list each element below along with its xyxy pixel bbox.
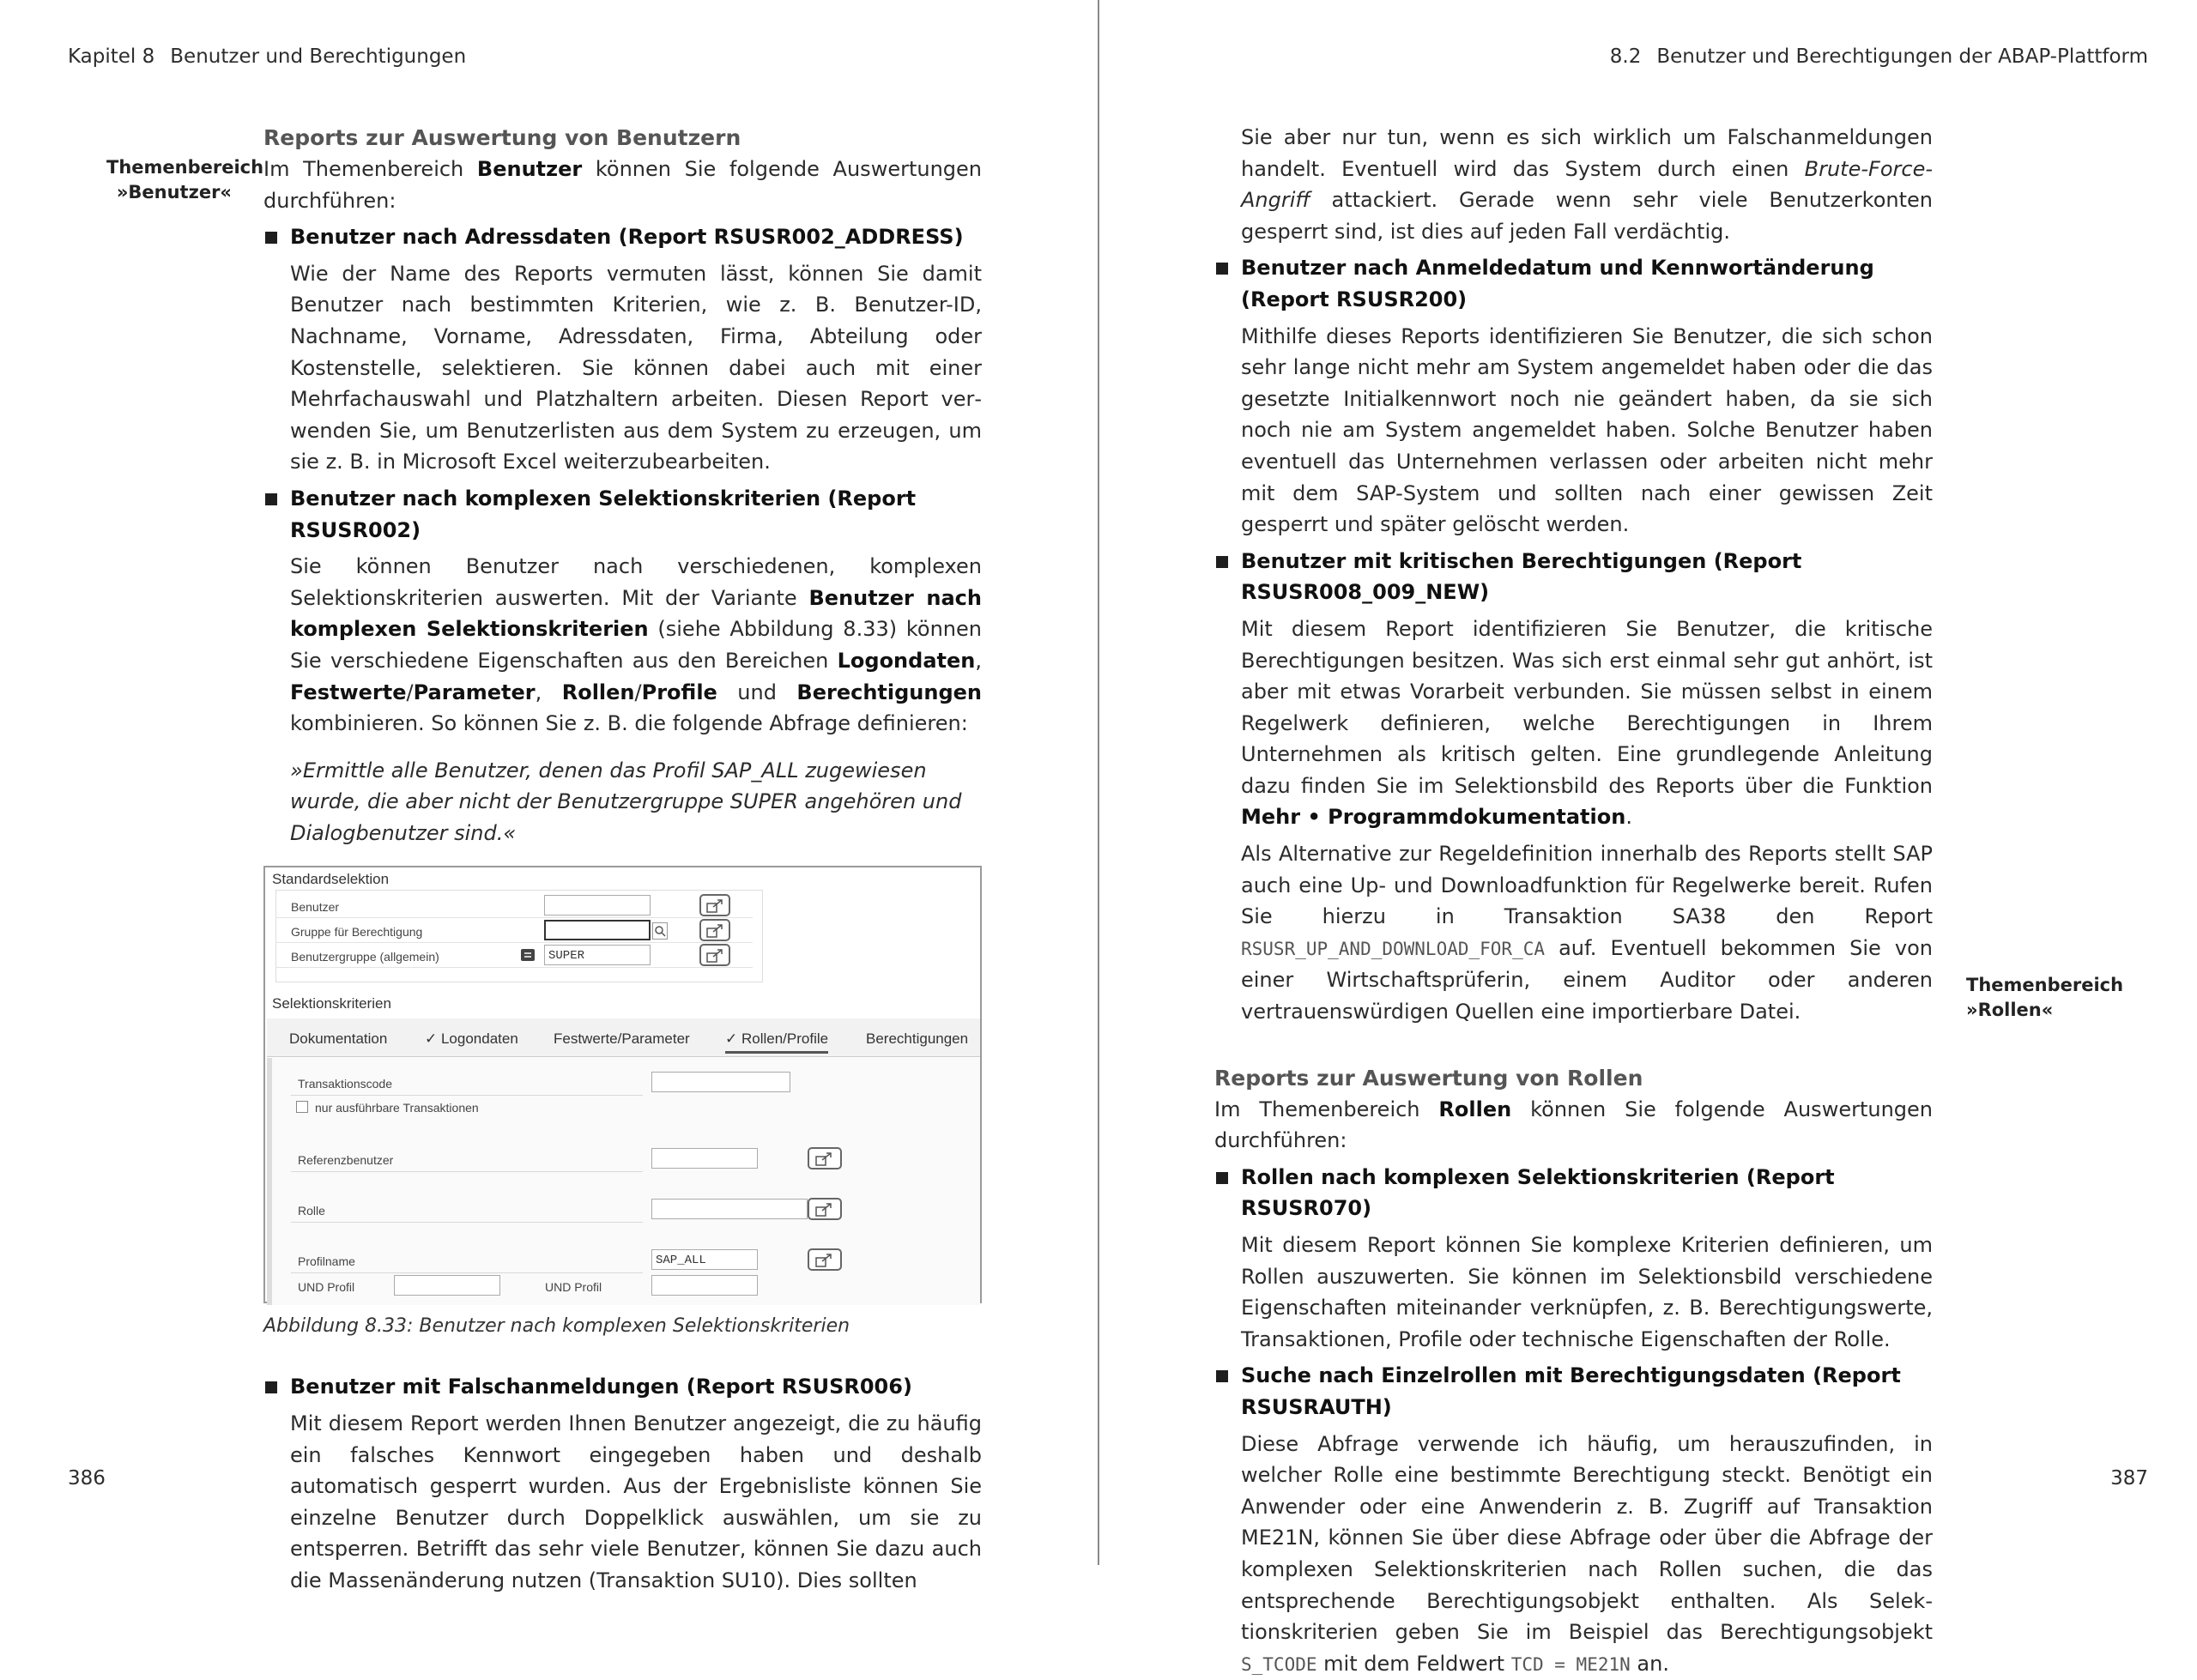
section-title: Benutzer und Berechtigungen der ABAP-Plattform <box>1656 45 2148 68</box>
value-help-icon[interactable] <box>652 922 668 940</box>
text-run: . <box>1625 805 1632 830</box>
multiple-selection-icon[interactable] <box>808 1147 842 1169</box>
bullet-square <box>265 232 277 244</box>
section-selektionskriterien: Selektionskriterien <box>272 995 391 1012</box>
text-run: Diese Abfrage verwende ich häufig, um herauszufinden, in welcher Rolle eine bestimmte Berechtigung steckt. Benötigt ein Anwender oder eine Anwenderin z. B. Zugriff auf Transaktion ME21N, können Sie über diese Abfrage oder über die Abfrage der komplexen Selektionskriterien nach Rollen suchen, die das entsprechende Berechtigungsobjekt enthalten. Als Selektionskriterien geben Sie im Beispiel das Berechtigungsobjekt <box>1241 1431 1933 1645</box>
tab-berechtigungen[interactable]: Berechtigungen <box>866 1030 969 1048</box>
left-page <box>0 0 1098 1593</box>
text-run: / <box>406 680 414 704</box>
multiple-selection-icon[interactable] <box>808 1248 842 1271</box>
margin-note-benutzer <box>106 155 264 205</box>
bullet-item <box>1214 252 1933 315</box>
code-run: S_TCODE <box>1241 1653 1317 1675</box>
code-run: RSUSR_UP_AND_DOWNLOAD_FOR_CA <box>1241 938 1546 959</box>
bullet-title: Benutzer mit kritischen Berechtigungen (Report RSUSR008_009_NEW) <box>1241 548 1802 605</box>
bullet-text: Mit diesem Report werden Ihnen Benutzer angezeigt, die zu häufig ein falsches Kennwort eingegeben haben und deshalb automatisch gesperrt wurden. Aus der Ergebnisliste können Sie einzelne Benutzer durch Doppelklick auswählen, um sie zu entsperren. Betrifft das sehr viele Benutzer, können Sie dazu auch die Massenänderung nutzen (Transaktion SU10). Dies sollten <box>290 1411 982 1593</box>
label-transaktionscode: Transaktionscode <box>298 1077 392 1091</box>
tab-rollen-profile[interactable]: ✓ Rollen/Profile <box>725 1030 828 1054</box>
tab-content-rollen-profile <box>267 1058 980 1305</box>
left-column <box>263 122 982 1597</box>
bold-run: Festwerte <box>290 680 407 704</box>
bullet-text <box>1214 1429 1933 1680</box>
row-benutzer <box>275 893 753 918</box>
row-divider <box>291 1095 643 1096</box>
chapter-number: Kapitel 8 <box>68 45 155 68</box>
section-number: 8.2 <box>1609 45 1642 68</box>
label-benutzer: Benutzer <box>291 900 340 915</box>
bold-run: Benutzer nach komplexen Selektionskriterien <box>290 585 982 642</box>
section-title-benutzer: Reports zur Auswertung von Benutzern <box>263 125 741 150</box>
bullet-text: Wie der Name des Reports vermuten lässt, können Sie damit Benutzer nach bestimmten Kriterien, wie z. B. Benutzer-ID, Nachname, Vorname, Adressdaten, Firma, Abteilung oder Kostenstelle, selektieren. Sie können dabei auch mit einer Mehrfachauswahl und Platzhaltern arbeiten. Diesen Report verwenden Sie, um Benutzerlisten aus dem System zu erzeugen, um sie z. B. in Microsoft Excel weiterzubearbeiten. <box>290 261 982 474</box>
section-standardselektion: Standardselektion <box>272 871 390 888</box>
text-run: mit dem Feldwert <box>1316 1651 1511 1676</box>
example-quote: »Ermittle alle Benutzer, denen das Profil SAP_ALL zugewiesen wurde, die aber nicht der Benutzergruppe SUPER angehören und Dialogbenutzer sind.« <box>290 758 962 845</box>
bullet-title: Benutzer nach Anmeldedatum und Kennwortänderung (Report RSUSR200) <box>1241 256 1874 311</box>
bullet-text: Mit diesem Report können Sie komplexe Kriterien definieren, um Rollen auszuwerten. Sie können im Selektionsbild verschiedene Eigenschaften miteinander verknüpfen, z. B. Berechtigungswerte, Transaktionen, Profile oder technische Eigenschaften der Rolle. <box>1241 1233 1933 1351</box>
bullet-text <box>263 551 982 740</box>
bold-run: Berechtigungen <box>796 680 982 704</box>
tab-logondaten[interactable]: ✓ Logondaten <box>425 1030 518 1048</box>
bullet-item <box>263 483 982 546</box>
label-und-profil: UND Profil <box>298 1280 355 1295</box>
input-und-profil-1[interactable] <box>394 1275 500 1296</box>
text-run: auf. Eventuell bekommen Sie von einer Wirtschaftsprüferin, einem Auditor oder anderen vertrauenswürdigen Quellen eine importierbare Datei. <box>1241 935 1933 1024</box>
continued-paragraph <box>1214 122 1933 247</box>
input-benutzergruppe[interactable]: SUPER <box>544 945 651 965</box>
label-und-profil: UND Profil <box>545 1280 602 1295</box>
row-divider <box>291 1171 643 1172</box>
multiple-selection-icon[interactable] <box>808 1198 842 1220</box>
row-benutzergruppe <box>275 943 753 968</box>
bold-run: Logondaten <box>837 648 976 673</box>
text-run: an. <box>1630 1651 1669 1676</box>
code-run: TCD = ME21N <box>1510 1653 1631 1675</box>
text-run: kombinieren. So können Sie z. B. die folgende Abfrage definieren: <box>290 711 968 736</box>
text-run: Sie können Benutzer nach verschiedenen, komplexen Selektionskriterien auswerten. Mit der Variante <box>290 554 982 610</box>
bullet-text <box>1214 613 1933 833</box>
text-run: (siehe Abbildung 8.33) können Sie verschiedene Eigenschaften aus den Bereichen <box>290 617 982 673</box>
row-gruppe <box>275 918 753 943</box>
bullet-item <box>263 1371 982 1403</box>
running-header-left <box>68 45 466 68</box>
right-page <box>1099 0 2197 1676</box>
bullet-item <box>263 221 982 253</box>
bullet-text <box>1214 838 1933 1028</box>
tab-festwerte-parameter[interactable]: Festwerte/Parameter <box>554 1030 690 1048</box>
running-header-right <box>1610 45 2148 68</box>
bullet-title: Benutzer mit Falschanmeldungen (Report RSUSR006) <box>290 1375 912 1399</box>
margin-note-line: »Benutzer« <box>116 182 232 202</box>
intro-bold: Benutzer <box>476 157 583 181</box>
input-benutzer[interactable] <box>544 895 651 916</box>
text-run: Sie aber nur tun, wenn es sich wirklich um Falschanmeldungen handelt. Eventuell wird das System durch einen <box>1241 125 1933 181</box>
figure-caption: Abbildung 8.33: Benutzer nach komplexen Selektionskriterien <box>263 1315 850 1338</box>
intro-text: können Sie folgende Auswertungen durchführen: <box>1214 1097 1933 1153</box>
bullet-text: Mithilfe dieses Reports identifizieren Sie Benutzer, die sich schon sehr lange nicht mehr am System angemeldet haben oder die das gesetzte Initialkennwort noch nie geändert haben, da sie sich noch nie am System angemeldet haben. Solche Benutzer haben eventuell das Unternehmen verlassen oder arbeiten nicht mehr mit dem SAP-System und sollten nach einer gewissen Zeit gesperrt und später gelöscht werden. <box>1241 323 1933 537</box>
bullet-square <box>265 1381 277 1393</box>
label-gruppe: Gruppe für Berechtigung <box>291 925 423 940</box>
intro-paragraph <box>1214 1094 1933 1157</box>
text-run: Als Alternative zur Regeldefinition innerhalb des Reports stellt SAP auch eine Up- und Downloadfunktion für Regelwerke bereit. Rufen Sie hierzu in Transaktion SA38 den Report <box>1241 842 1933 929</box>
tab-strip <box>267 1018 980 1057</box>
label-benutzergruppe: Benutzergruppe (allgemein) <box>291 950 439 964</box>
figure-screenshot-sap-selection <box>263 866 982 1303</box>
input-profilname[interactable]: SAP_ALL <box>651 1249 758 1270</box>
bullet-item <box>1214 1360 1933 1423</box>
margin-note-rollen <box>1966 973 2123 1023</box>
row-divider <box>291 1272 643 1273</box>
label-referenzbenutzer: Referenzbenutzer <box>298 1153 394 1168</box>
chapter-title: Benutzer und Berechtigungen <box>170 45 467 68</box>
margin-note-line: Themenbereich <box>1966 975 2124 995</box>
bullet-square <box>1216 1370 1228 1382</box>
bold-run: Rollen <box>561 680 635 704</box>
bold-run: Mehr • Programmdokumentation <box>1241 805 1626 830</box>
page-number-left: 386 <box>68 1467 106 1490</box>
equals-option-icon[interactable] <box>521 949 535 961</box>
input-rolle[interactable] <box>651 1199 808 1219</box>
right-column <box>1214 122 1933 1680</box>
text-run: , <box>535 680 562 704</box>
margin-note-line: Themenbereich <box>106 157 264 178</box>
multiple-selection-icon[interactable] <box>699 944 730 966</box>
bullet-item <box>1214 546 1933 608</box>
intro-text: Im Themenbereich <box>1214 1097 1439 1121</box>
bullet-square <box>265 493 277 505</box>
bullet-title: Benutzer nach Adressdaten (Report RSUSR002_ADDRESS) <box>290 225 964 250</box>
bullet-title: Benutzer nach komplexen Selektionskriterien (Report RSUSR002) <box>290 486 917 542</box>
bullet-square <box>1216 1172 1228 1184</box>
tab-dokumentation[interactable]: Dokumentation <box>289 1030 388 1048</box>
bold-run: Profile <box>641 680 717 704</box>
section-title-rollen: Reports zur Auswertung von Rollen <box>1214 1065 1643 1091</box>
bullet-title: Suche nach Einzelrollen mit Berechtigungsdaten (Report RSUSRAUTH) <box>1241 1363 1901 1419</box>
label-rolle: Rolle <box>298 1204 325 1218</box>
input-gruppe[interactable] <box>544 920 651 940</box>
label-nur-ausfuehrbare: nur ausführbare Transaktionen <box>315 1101 479 1115</box>
text-run: Mit diesem Report identifizieren Sie Benutzer, die kritische Berechtigungen besitzen. Was sich erst einmal sehr gut anhört, ist aber mit etwas Vorarbeit verbunden. Sie müssen selbst in einem Regelwerk definieren, welche Berechtigungen in Ihrem Unternehmen als kritisch gelten. Eine grundlegende Anleitung dazu finden Sie im Selektionsbild des Reports über die Funktion <box>1241 616 1933 798</box>
input-referenzbenutzer[interactable] <box>651 1148 758 1169</box>
italic-run: Brute-Force-Angriff <box>1241 156 1933 213</box>
bullet-square <box>1216 556 1228 568</box>
bold-run: Parameter <box>413 680 536 704</box>
intro-bold: Rollen <box>1438 1097 1512 1121</box>
row-divider <box>291 1222 643 1223</box>
intro-paragraph <box>263 154 982 216</box>
input-und-profil-2[interactable] <box>651 1275 758 1296</box>
label-profilname: Profilname <box>298 1254 355 1269</box>
input-transaktionscode[interactable] <box>651 1072 790 1092</box>
text-run: und <box>717 680 797 704</box>
margin-note-line: »Rollen« <box>1966 1000 2054 1020</box>
text-run: / <box>634 680 642 704</box>
bullet-item <box>1214 1162 1933 1224</box>
multiple-selection-icon[interactable] <box>699 894 730 916</box>
intro-text: können Sie folgende Auswertungen durchführen: <box>263 157 982 213</box>
checkbox-nur-ausfuehrbare[interactable] <box>296 1101 308 1113</box>
page-number-right: 387 <box>2110 1467 2148 1490</box>
intro-text: Im Themenbereich <box>263 157 477 181</box>
text-run: attackiert. Gerade wenn sehr viele Benutzerkonten gesperrt sind, ist dies auf jeden Fall verdächtig. <box>1241 188 1933 244</box>
bullet-title: Rollen nach komplexen Selektionskriterien (Report RSUSR070) <box>1241 1164 1835 1221</box>
bullet-square <box>1216 263 1228 275</box>
text-run: , <box>975 648 982 673</box>
multiple-selection-icon[interactable] <box>699 919 730 941</box>
